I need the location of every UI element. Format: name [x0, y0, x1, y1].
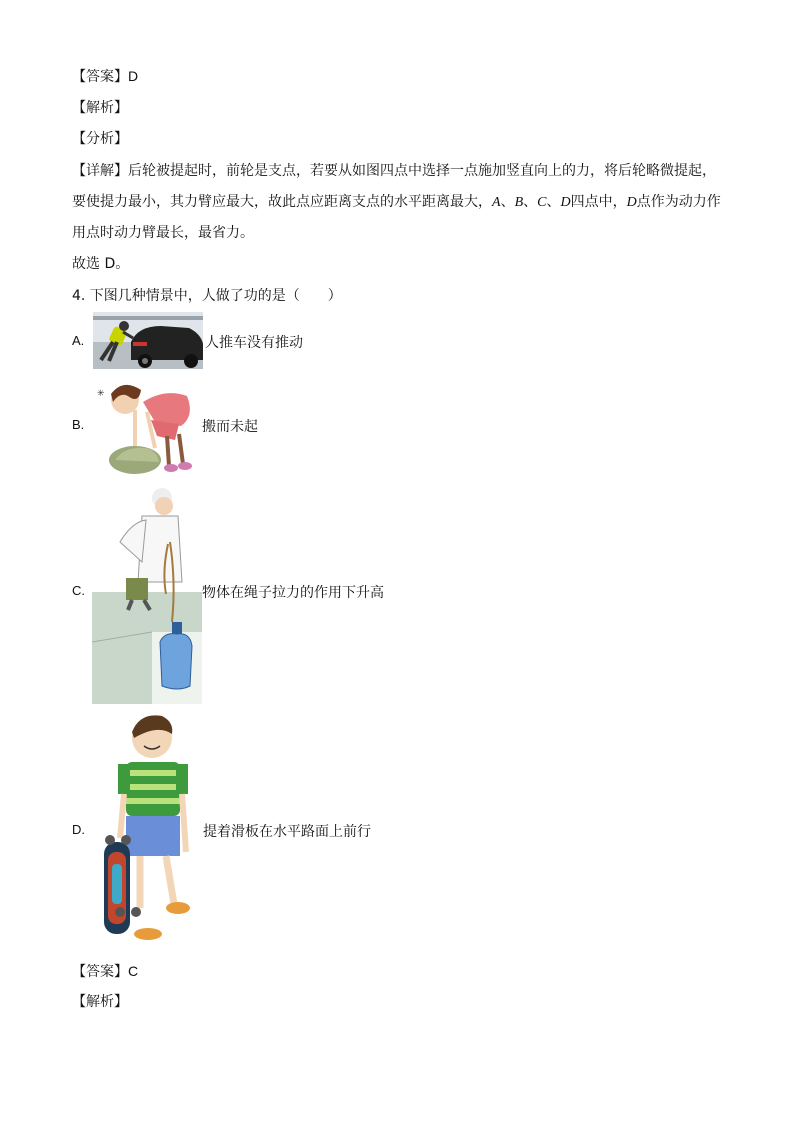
analysis-label-1: 【解析】	[72, 100, 128, 116]
analysis-label-2: 【解析】	[72, 994, 128, 1010]
answer-line-1	[72, 66, 138, 87]
option-b-letter: B.	[72, 417, 85, 432]
detail-text-b: 四点中，	[570, 194, 627, 210]
separator: 、	[500, 194, 515, 210]
conclusion-line: 故选 D。	[72, 256, 130, 272]
answer-line-2	[72, 961, 138, 982]
option-c-letter: C.	[72, 583, 85, 598]
option-a-text: 人推车没有推动	[205, 335, 303, 351]
option-b-text: 搬而未起	[202, 419, 258, 435]
detail-text-c: 点作为动力作用点时动力臂最长，最省力。	[72, 194, 721, 241]
option-a-letter: A.	[72, 333, 85, 348]
point-d: D	[560, 195, 571, 210]
point-b: B	[514, 195, 524, 210]
option-d-text: 提着滑板在水平路面上前行	[203, 824, 371, 840]
question-stem: 4. 下图几种情景中，人做了功的是（ ）	[72, 288, 342, 304]
point-a: A	[492, 195, 501, 210]
answer-label: 【答案】	[72, 69, 128, 85]
answer-value: D	[128, 68, 139, 84]
svg-text:✳: ✳	[97, 389, 105, 399]
detail-paragraph	[72, 156, 722, 249]
detail-label: 【详解】	[72, 163, 128, 179]
car-push-image	[93, 312, 203, 369]
answer-label: 【答案】	[72, 964, 128, 980]
skateboard-carry-image	[100, 712, 200, 946]
point-d-2: D	[626, 195, 637, 210]
point-c: C	[537, 195, 547, 210]
detail-text-a: 后轮被提起时，前轮是支点，若要从如图四点中选择一点施加竖直向上的力，将后轮略微提起，要使提力最小，其力臂应最大，故此点应距离支点的水平距离最大，	[72, 163, 716, 210]
answer-value: C	[128, 963, 139, 979]
fenxi-label: 【分析】	[72, 131, 128, 147]
option-c-text: 物体在绳子拉力的作用下升高	[202, 585, 384, 601]
option-d-letter: D.	[72, 822, 85, 837]
separator: 、	[546, 194, 561, 210]
rope-lift-image	[92, 482, 202, 704]
separator: 、	[523, 194, 538, 210]
lift-attempt-image	[95, 376, 205, 476]
